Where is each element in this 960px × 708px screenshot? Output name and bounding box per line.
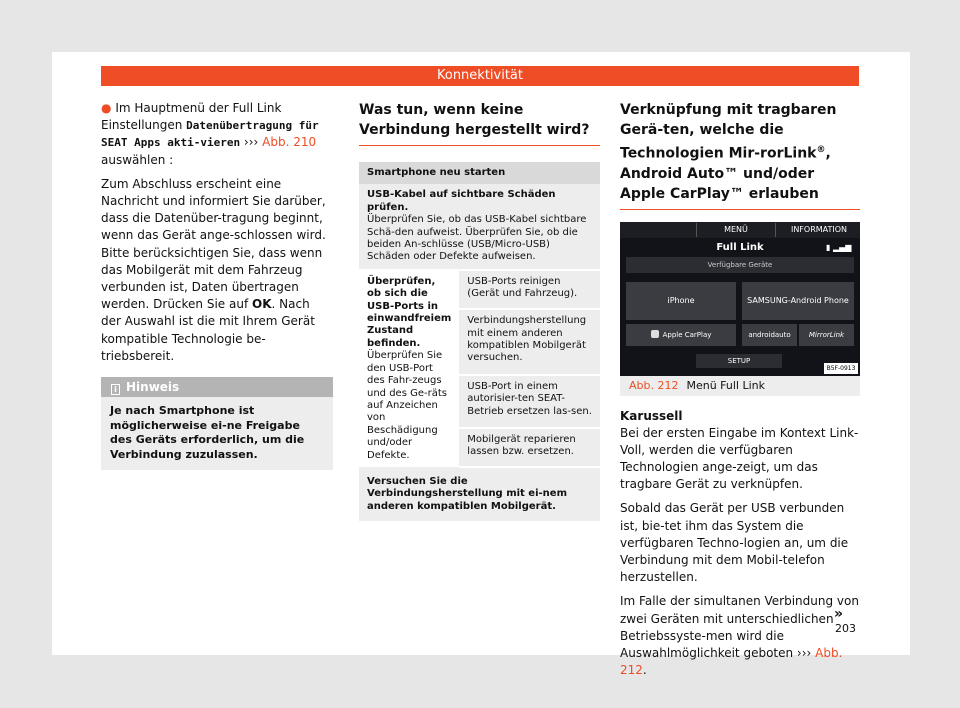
android-auto-button[interactable]: androidauto (742, 324, 797, 346)
section-header: Konnektivität (101, 66, 859, 86)
samsung-device-button[interactable]: SAMSUNG-Android Phone (742, 282, 854, 320)
body-paragraph: Bei der ersten Eingabe im Kontext Link-Voll, werden die verfügbaren Technologien ange-zeigt, um das tragbare Gerät zu verknüpfen. (620, 425, 859, 492)
table-cell: USB-Ports reinigen (Gerät und Fahrzeug). (459, 270, 600, 309)
setup-button[interactable]: SETUP (696, 354, 782, 368)
bullet-icon: ● (101, 101, 112, 115)
column-right (620, 100, 860, 687)
body-paragraph: Im Falle der simultanen Verbindung von zwei Geräten mit unterschiedlichen Betriebssyste-men wird die Auswahlmöglichkeit geboten ››› Abb. 212. (620, 594, 859, 678)
screen-title: Full Link (716, 241, 764, 253)
note-box (101, 377, 333, 470)
table-cell: Mobilgerät reparieren lassen bzw. ersetzen. (459, 428, 600, 467)
iphone-device-button[interactable]: iPhone (626, 282, 736, 320)
column-middle (359, 100, 600, 521)
signal-icon: ▮ ▂▄▆ (826, 242, 852, 252)
instruction-paragraph: ● Im Hauptmenü der Full Link Einstellungen Datenübertragung für SEAT Apps akti-vieren ››› Abb. 210 auswählen : (101, 101, 319, 167)
note-header: i Hinweis (101, 377, 333, 397)
table-cell: USB-Port in einem autorisier-ten SEAT-Betrieb ersetzen las-sen. (459, 375, 600, 428)
connection-heading: Verknüpfung mit tragbaren Gerä-ten, welche die Technologien Mir-rorLink®, Android Auto™ und/oder Apple CarPlay™ erlauben (620, 100, 860, 210)
manual-page (52, 52, 910, 678)
table-row: USB-Kabel auf sichtbare Schäden prüfen. Überprüfen Sie, ob das USB-Kabel sichtbare Schä-den aufweist. Überprüfen Sie, ob die beiden An-schlüsse (USB/Micro-USB) Schäden oder Defekte aufweisen. (359, 184, 600, 269)
ok-label: OK (252, 297, 272, 312)
troubleshooting-heading: Was tun, wenn keine Verbindung hergestellt wird? (359, 100, 600, 146)
table-row: Smartphone neu starten (359, 162, 600, 184)
table-row: Versuchen Sie die Verbindungsherstellung mit ei-nem anderen kompatiblen Mobilgerät. (359, 467, 600, 521)
mirrorlink-button[interactable]: MirrorLink (799, 324, 854, 346)
apple-carplay-button[interactable]: Apple CarPlay (626, 324, 736, 346)
note-text: Je nach Smartphone ist möglicherweise ei-ne Freigabe des Geräts erforderlich, um die Verbindung zuzulassen. (110, 404, 305, 461)
figure-reference-link[interactable]: Abb. 212 (620, 646, 843, 678)
carousel-subheading: Karussell (620, 408, 683, 423)
full-link-screen-figure (620, 222, 860, 376)
screen-information-tab[interactable]: INFORMATION (790, 224, 848, 234)
table-cell: Verbindungsherstellung mit einem anderen kompatiblen Mobilgerät versuchen. (459, 309, 600, 375)
info-icon: i (111, 384, 120, 395)
body-paragraph: Zum Abschluss erscheint eine Nachricht und informiert Sie darüber, dass die Datenüber-tragung beginnt, wenn das Gerät ange-schlossen wird. Bitte berücksichtigen Sie, dass wenn das Mobilgerät mit dem Fahrzeug verbunden ist, Daten übertragen werden. Drücken Sie auf OK. Nach der Auswahl ist die mit Ihrem Gerät kompatible Technologie be-triebsbereit. (101, 176, 326, 363)
menu-path: Datenübertragung für SEAT Apps akti-vieren (101, 119, 319, 150)
continue-marker: » (834, 606, 844, 622)
carplay-icon (651, 330, 659, 338)
troubleshooting-table (359, 162, 600, 521)
figure-reference-link[interactable]: Abb. 210 (262, 135, 317, 150)
column-left (101, 100, 333, 470)
table-row: Überprüfen, ob sich die USB-Ports in einwandfreiem Zustand befinden. Überprüfen Sie den USB-Port des Fahr-zeugs und des Ge-räts auf Anzeichen von Beschädigung und/oder Defekte. USB-Ports reinigen (Gerät und Fahrzeug). (359, 270, 600, 309)
figure-caption: Abb. 212 Menü Full Link (620, 376, 860, 396)
screen-subtitle: Verfügbare Geräte (626, 257, 854, 273)
screen-menu-tab[interactable]: MENÜ (696, 223, 776, 237)
body-paragraph: Sobald das Gerät per USB verbunden ist, bie-tet ihm das System die verfügbaren Techno-logien an, um die Verbindung mit dem Mobil-telefon herzustellen. (620, 501, 849, 585)
page-number: 203 (835, 622, 856, 635)
figure-code: B5F-0913 (824, 363, 858, 374)
